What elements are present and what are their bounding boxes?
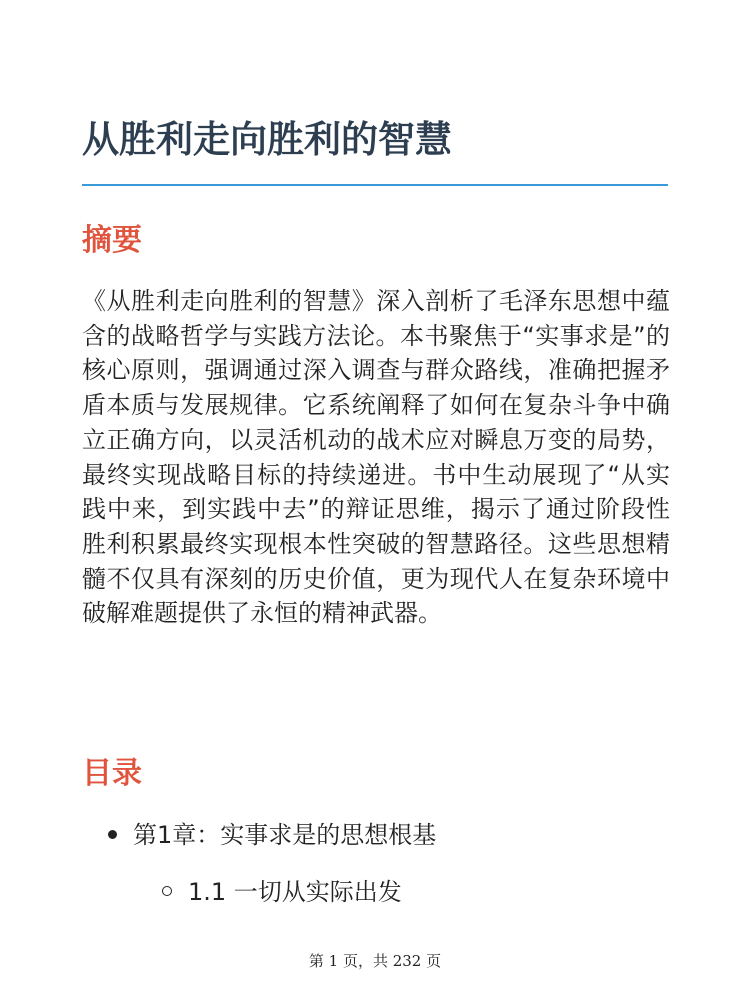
toc-heading: 目录 — [82, 756, 142, 791]
title-divider — [82, 184, 668, 186]
toc-item-label: 第1章：实事求是的思想根基 — [133, 821, 437, 849]
abstract-heading: 摘要 — [82, 223, 142, 258]
toc-item-section-1-1[interactable] — [162, 874, 402, 910]
bullet-circle-icon — [162, 886, 172, 896]
toc-item-label: 1.1 一切从实际出发 — [188, 878, 402, 906]
page-title: 从胜利走向胜利的智慧 — [82, 118, 452, 161]
page-footer: 第 1 页，共 232 页 — [308, 952, 442, 970]
bullet-disc-icon — [108, 830, 117, 839]
toc-item-chapter-1[interactable] — [108, 817, 436, 853]
abstract-body: 《从胜利走向胜利的智慧》深入剖析了毛泽东思想中蕴含的战略哲学与实践方法论。本书聚焦于“实事求是”的核心原则，强调通过深入调查与群众路线，准确把握矛盾本质与发展规律。它系统阐释了如何在复杂斗争中确立正确方向，以灵活机动的战术应对瞬息万变的局势，最终实现战略目标的持续递进。书中生动展现了“从实践中来，到实践中去”的辩证思维，揭示了通过阶段性胜利积累最终实现根本性突破的智慧路径。这些思想精髓不仅具有深刻的历史价值，更为现代人在复杂环境中破解难题提供了永恒的精神武器。 — [82, 287, 670, 628]
